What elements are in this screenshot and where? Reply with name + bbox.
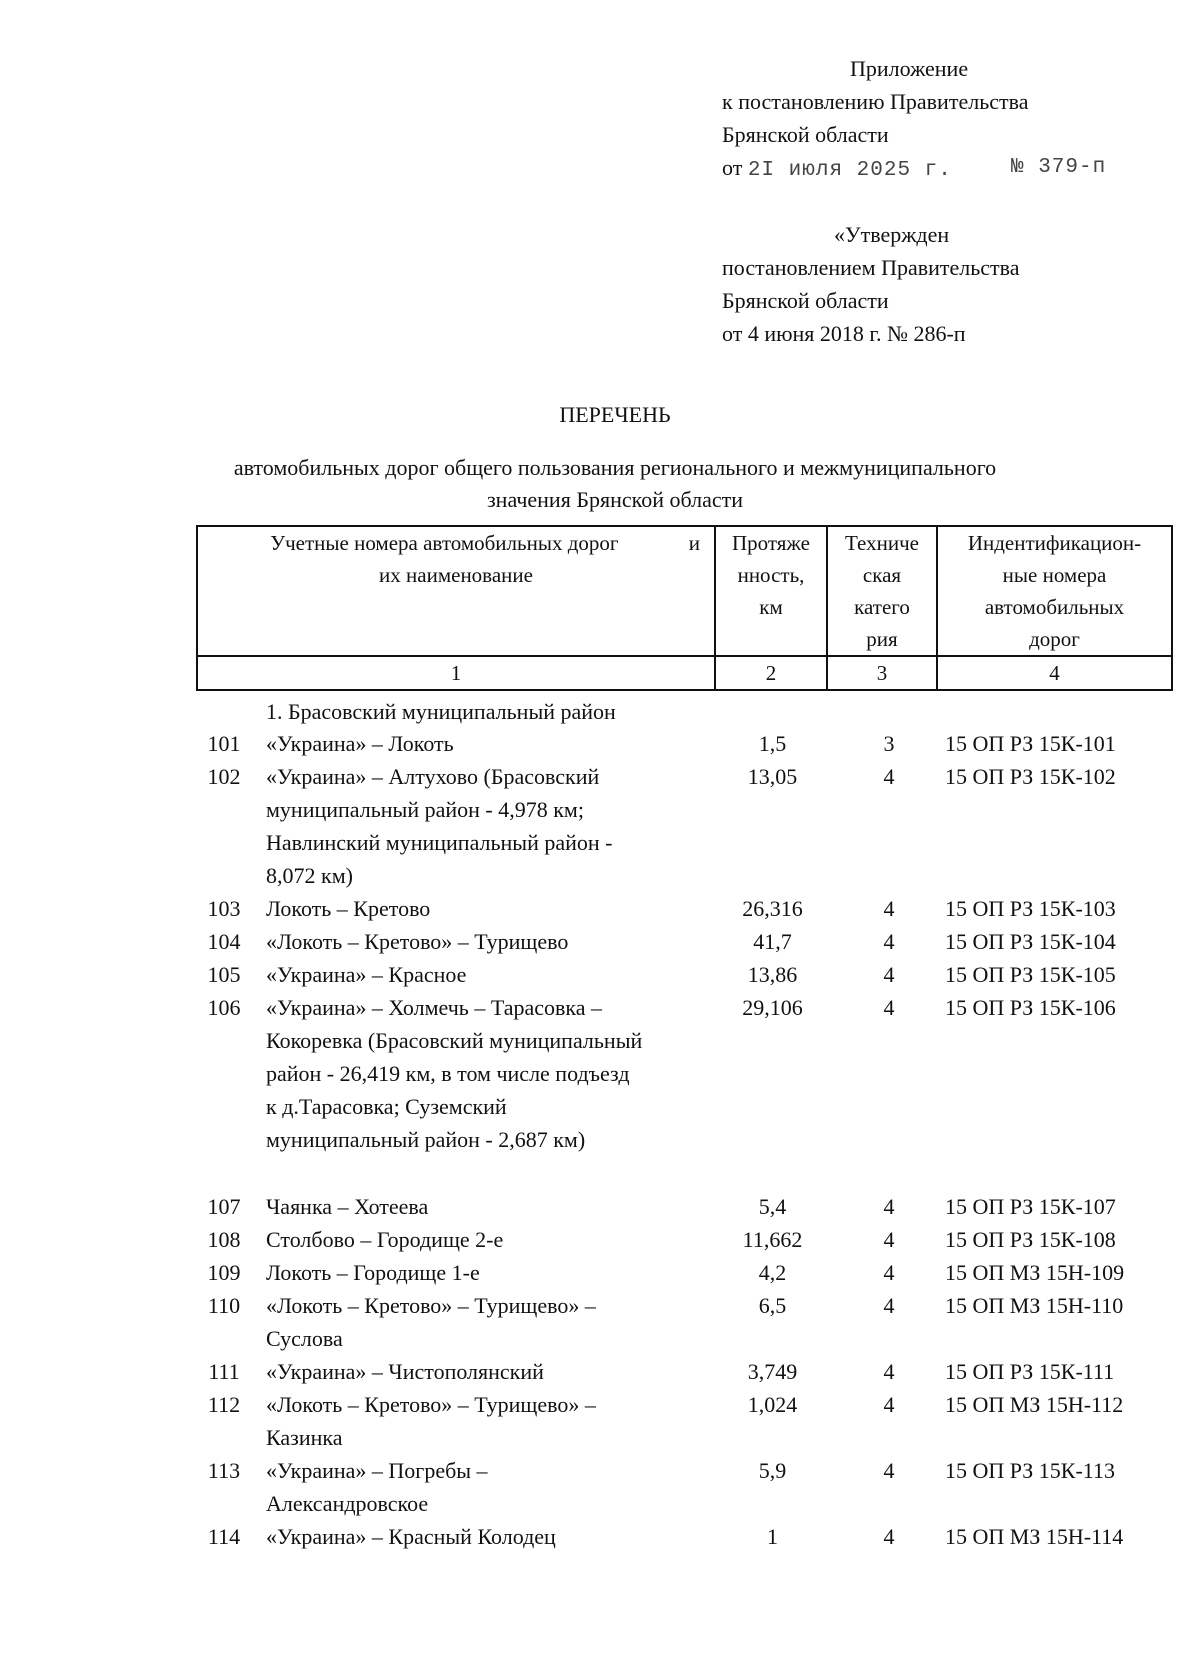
row-number: 113 [207,1458,241,1483]
road-name-line: Казинка [266,1425,343,1450]
header-col-2-l1: Протяже [731,531,810,555]
road-name-line: «Украина» – Погребы – [266,1458,488,1483]
document-title: ПЕРЕЧЕНЬ [559,402,671,427]
row-number: 110 [207,1293,241,1318]
road-name-line: «Украина» – Алтухово (Брасовский [266,764,600,789]
road-length: 1,024 [747,1392,798,1417]
column-number-3: 3 [827,656,937,690]
row-number: 107 [207,1194,241,1219]
header-col-4-l2: ные номера [1002,563,1107,587]
road-id: 15 ОП МЗ 15Н-109 [945,1260,1125,1285]
approved-line-1: постановлением Правительства [722,255,1020,280]
header-col-1-text: Учетные номера автомобильных дорог [270,531,619,555]
header-col-4-l4: дорог [1029,627,1080,651]
row-number: 109 [207,1260,241,1285]
road-name [266,958,714,991]
road-length: 1,5 [758,731,787,756]
road-name [266,925,714,958]
road-length: 11,662 [742,1227,803,1252]
road-id: 15 ОП РЗ 15К-108 [945,1227,1116,1252]
road-length: 29,106 [742,995,803,1020]
road-id: 15 ОП РЗ 15К-111 [945,1359,1115,1384]
row-number: 104 [207,929,241,954]
road-name [266,1355,714,1388]
road-name-line: район - 26,419 км, в том числе подъезд [266,1061,630,1086]
row-number: 111 [208,1359,240,1384]
approved-title: «Утвержден [834,222,950,247]
header-col-3-l3: катего [854,595,910,619]
road-length: 1 [767,1524,778,1549]
approved-line-3: от 4 июня 2018 г. № 286-п [722,321,966,346]
annex-date-prefix: от [722,155,743,180]
road-length: 26,316 [742,896,803,921]
approved-block [722,218,1162,350]
annex-number: № 379-п [1011,156,1107,179]
column-number-4: 4 [937,656,1172,690]
road-length: 13,86 [747,962,798,987]
row-number: 108 [207,1227,241,1252]
road-category: 4 [883,1293,895,1318]
road-name [266,1520,714,1553]
header-col-2-l3: км [759,595,783,619]
header-col-3-l1: Техниче [845,531,919,555]
road-name [266,1223,714,1256]
header-col-3 [827,526,937,656]
annex-line-2: Брянской области [722,122,889,147]
header-col-3-l2: ская [862,563,902,587]
road-name-line: «Украина» – Красное [266,962,467,987]
road-id: 15 ОП РЗ 15К-105 [945,962,1116,987]
header-col-1 [197,526,715,656]
district-heading: 1. Брасовский муниципальный район [266,699,616,724]
road-name-line: Суслова [266,1326,343,1351]
table-header [196,525,1173,691]
road-category: 4 [883,1392,895,1417]
road-category: 4 [883,995,895,1020]
row-number: 105 [207,962,241,987]
road-name [266,991,714,1156]
road-category: 4 [883,896,895,921]
road-id: 15 ОП МЗ 15Н-112 [945,1392,1124,1417]
road-name-line: муниципальный район - 2,687 км) [266,1127,586,1152]
road-name-line: Столбово – Городище 2-е [266,1227,504,1252]
road-name-line: Чаянка – Хотеева [266,1194,429,1219]
annex-line-1: к постановлению Правительства [722,89,1029,114]
road-name [266,1190,714,1223]
header-col-4 [937,526,1172,656]
header-col-2-l2: нность, [737,563,805,587]
road-id: 15 ОП РЗ 15К-107 [945,1194,1116,1219]
road-category: 4 [883,962,895,987]
road-length: 13,05 [747,764,798,789]
header-col-4-l1: Индентификацион- [967,531,1142,555]
column-number-2: 2 [715,656,827,690]
road-name-line: Локоть – Кретово [266,896,431,921]
road-category: 3 [883,731,895,756]
road-name [266,1388,714,1454]
annex-date-value: 2I июля 2025 г. [747,159,952,182]
header-col-3-l4: рия [866,627,898,651]
road-name-line: к д.Тарасовка; Суземский [266,1094,507,1119]
road-length: 5,4 [758,1194,787,1219]
annex-date-line [722,151,1162,187]
document-subtitle [0,452,1200,516]
subtitle-line-2: значения Брянской области [486,487,744,512]
road-name [266,760,714,892]
road-name-line: «Локоть – Кретово» – Турищево [266,929,569,954]
road-id: 15 ОП РЗ 15К-106 [945,995,1116,1020]
header-col-4-l3: автомобильных [984,595,1125,619]
header-col-1-conj: и [688,531,700,555]
annex-block [722,52,1162,187]
row-number: 114 [207,1524,241,1549]
road-name-line: Александровское [266,1491,429,1516]
road-category: 4 [883,1524,895,1549]
approved-line-2: Брянской области [722,288,889,313]
road-category: 4 [883,1359,895,1384]
road-name-line: «Украина» – Красный Колодец [266,1524,556,1549]
road-category: 4 [883,764,895,789]
road-name [266,892,714,925]
annex-title: Приложение [850,56,969,81]
road-category: 4 [883,1227,895,1252]
road-id: 15 ОП РЗ 15К-103 [945,896,1116,921]
road-category: 4 [883,1458,895,1483]
road-id: 15 ОП РЗ 15К-102 [945,764,1116,789]
road-length: 5,9 [758,1458,787,1483]
road-name-line: «Украина» – Холмечь – Тарасовка – [266,995,603,1020]
road-id: 15 ОП РЗ 15К-104 [945,929,1116,954]
road-id: 15 ОП РЗ 15К-113 [945,1458,1115,1483]
row-number: 101 [207,731,241,756]
road-length: 3,749 [747,1359,798,1384]
road-name-line: Локоть – Городище 1-е [266,1260,480,1285]
row-number: 103 [207,896,241,921]
road-category: 4 [883,929,895,954]
row-number: 112 [207,1392,241,1417]
road-name-line: Кокоревка (Брасовский муниципальный [266,1028,643,1053]
road-length: 6,5 [758,1293,787,1318]
road-name-line: Навлинский муниципальный район - [266,830,613,855]
row-number: 106 [207,995,241,1020]
road-category: 4 [883,1194,895,1219]
road-name-line: «Украина» – Локоть [266,731,454,756]
road-id: 15 ОП РЗ 15К-101 [945,731,1116,756]
road-category: 4 [883,1260,895,1285]
road-name-line: «Локоть – Кретово» – Турищево» – [266,1293,596,1318]
road-name [266,1256,714,1289]
road-length: 41,7 [753,929,792,954]
column-number-1: 1 [197,656,715,690]
road-name [266,1289,714,1355]
road-name-line: 8,072 км) [266,863,353,888]
road-name-line: муниципальный район - 4,978 км; [266,797,584,822]
header-col-1-line2: их наименование [379,563,533,587]
road-name-line: «Локоть – Кретово» – Турищево» – [266,1392,596,1417]
road-name [266,1454,714,1520]
road-id: 15 ОП МЗ 15Н-110 [945,1293,1124,1318]
road-name-line: «Украина» – Чистополянский [266,1359,544,1384]
header-col-2 [715,526,827,656]
road-length: 4,2 [758,1260,787,1285]
subtitle-line-1: автомобильных дорог общего пользования регионального и межмуниципального [233,455,997,480]
row-number: 102 [207,764,241,789]
road-name [266,727,714,760]
road-id: 15 ОП МЗ 15Н-114 [945,1524,1124,1549]
